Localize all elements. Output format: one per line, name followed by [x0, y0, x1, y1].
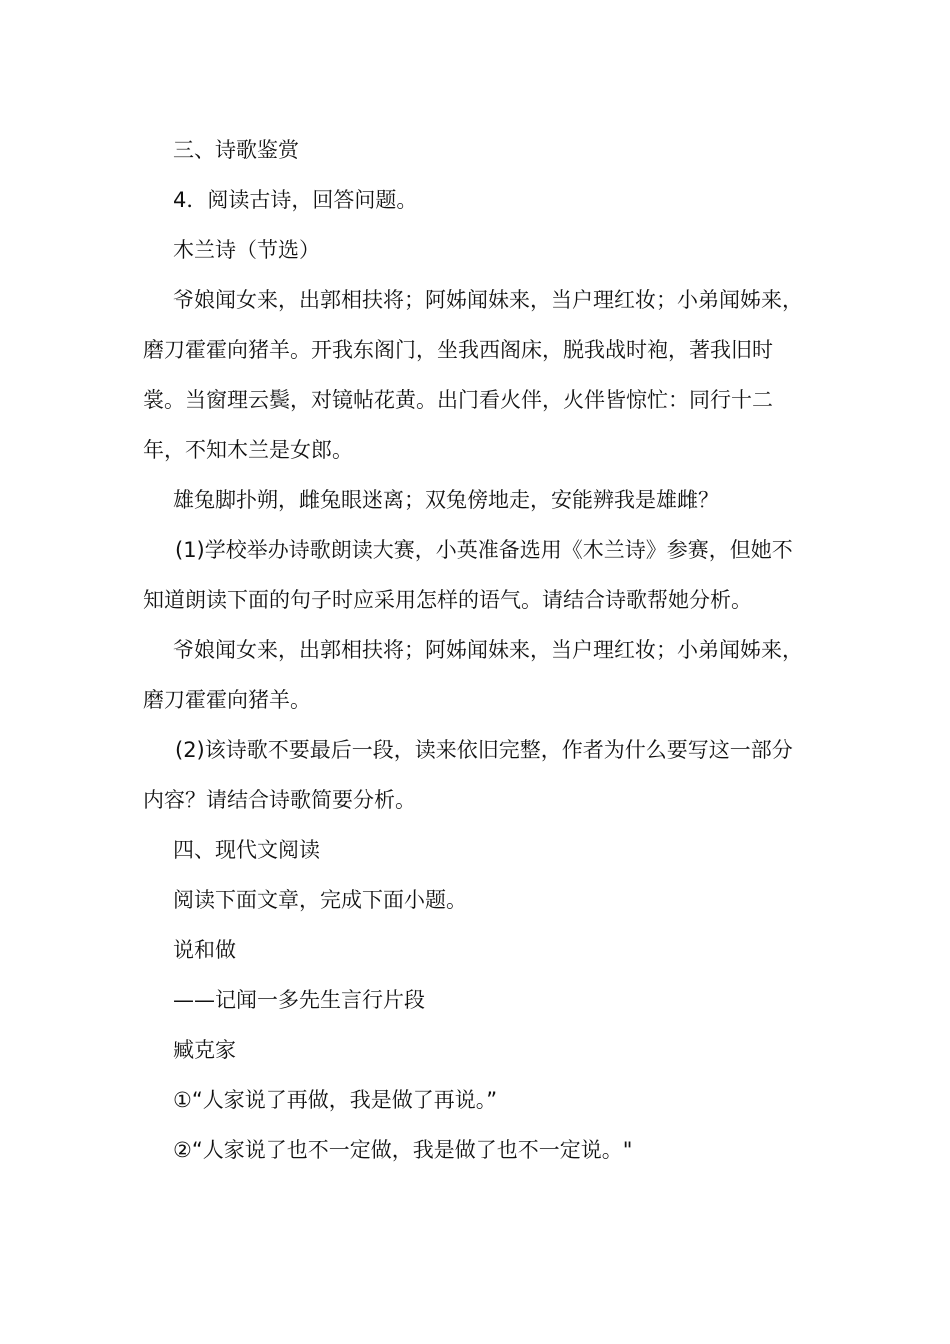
section-four-heading: 四、现代文阅读 — [173, 838, 320, 862]
question-4-1: (1)学校举办诗歌朗读大赛，小英准备选用《木兰诗》参赛，但她不知道朗读下面的句子时应采用怎样的语气。请结合诗歌帮她分析。 — [143, 538, 793, 612]
section-three-heading: 三、诗歌鉴赏 — [173, 138, 299, 162]
question-4: 4．阅读古诗，回答问题。 — [173, 188, 418, 212]
document-body — [143, 125, 811, 1175]
article-title: 说和做 — [173, 938, 236, 962]
article-para-2: ②“人家说了也不一定做，我是做了也不一定说。" — [173, 1138, 633, 1162]
article-author: 臧克家 — [173, 1038, 236, 1062]
quoted-lines: 爷娘闻女来，出郭相扶将；阿姊闻妹来，当户理红妆；小弟闻姊来，磨刀霍霍向猪羊。 — [143, 638, 803, 712]
poem-stanza-2: 雄兔脚扑朔，雌兔眼迷离；双兔傍地走，安能辨我是雄雌？ — [173, 488, 719, 512]
question-4-2: (2)该诗歌不要最后一段，读来依旧完整，作者为什么要写这一部分内容？请结合诗歌简要分析。 — [143, 738, 793, 812]
poem-title: 木兰诗（节选） — [173, 238, 320, 262]
article-para-1: ①“人家说了再做，我是做了再说。” — [173, 1088, 498, 1112]
reading-instruction: 阅读下面文章，完成下面小题。 — [173, 888, 467, 912]
article-subtitle: ——记闻一多先生言行片段 — [173, 988, 425, 1012]
poem-stanza-1: 爷娘闻女来，出郭相扶将；阿姊闻妹来，当户理红妆；小弟闻姊来，磨刀霍霍向猪羊。开我东阁门，坐我西阁床，脱我战时袍，著我旧时裳。当窗理云鬓，对镜帖花黄。出门看火伴，火伴皆惊忙：同行十二年，不知木兰是女郎。 — [143, 288, 803, 462]
